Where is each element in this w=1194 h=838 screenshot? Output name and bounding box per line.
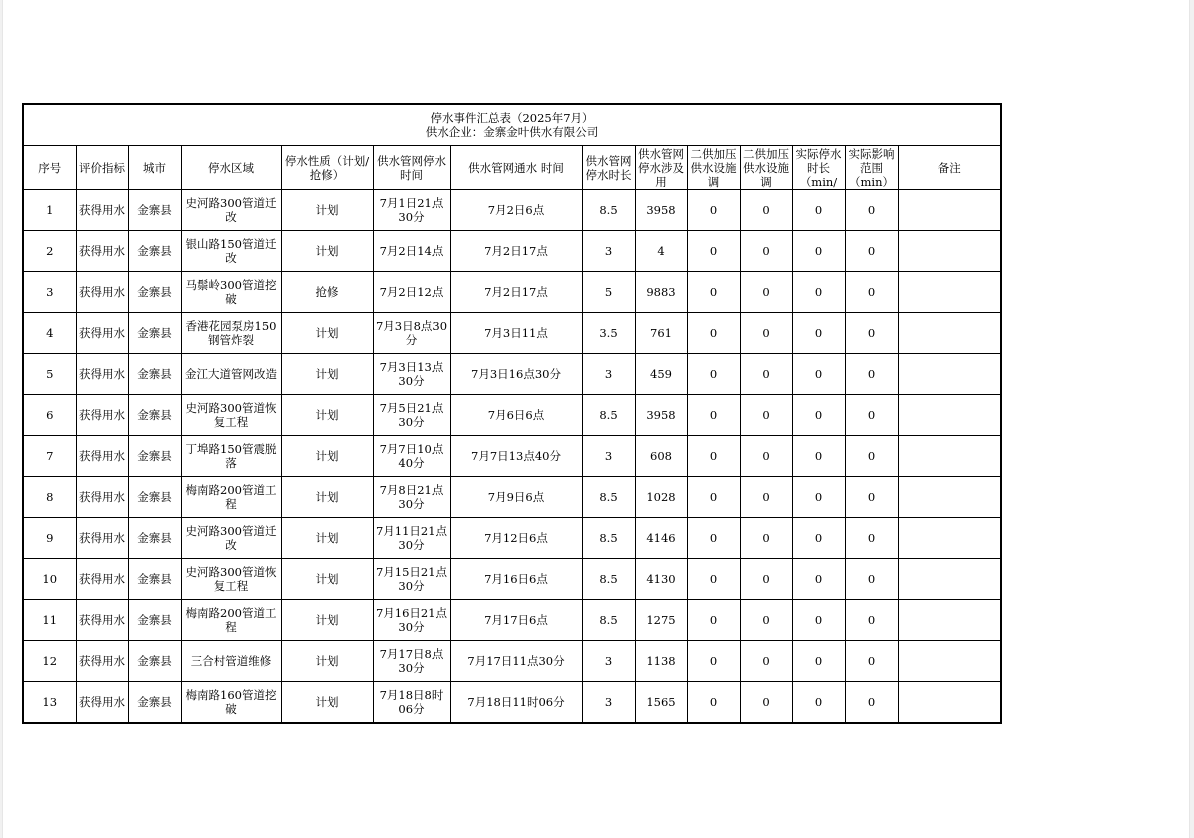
cell-stop-time: 7月5日21点30分 <box>373 395 450 436</box>
cell-city: 金寨县 <box>128 641 181 682</box>
cell-restore-time: 7月16日6点 <box>450 559 582 600</box>
cell-restore-time: 7月18日11时06分 <box>450 682 582 724</box>
table-row <box>23 477 1001 518</box>
cell-indicator: 获得用水 <box>76 518 128 559</box>
document-page <box>2 0 1190 838</box>
cell-stop-time: 7月8日21点30分 <box>373 477 450 518</box>
cell-secondary-supply-2: 0 <box>740 231 792 272</box>
cell-remarks <box>898 641 1001 682</box>
cell-restore-time: 7月3日11点 <box>450 313 582 354</box>
cell-remarks <box>898 354 1001 395</box>
cell-nature: 计划 <box>281 641 373 682</box>
cell-duration: 3 <box>582 354 635 395</box>
cell-area: 香港花园泵房150钢管炸裂 <box>181 313 281 354</box>
cell-nature: 计划 <box>281 190 373 231</box>
header-duration: 供水管网停水时长 <box>582 146 635 190</box>
cell-indicator: 获得用水 <box>76 313 128 354</box>
cell-area: 丁埠路150管震脱落 <box>181 436 281 477</box>
cell-secondary-supply-2: 0 <box>740 354 792 395</box>
cell-remarks <box>898 682 1001 724</box>
cell-secondary-supply-1: 0 <box>687 313 740 354</box>
cell-city: 金寨县 <box>128 190 181 231</box>
cell-actual-duration: 0 <box>792 559 845 600</box>
cell-duration: 3 <box>582 436 635 477</box>
cell-secondary-supply-2: 0 <box>740 600 792 641</box>
cell-city: 金寨县 <box>128 272 181 313</box>
cell-actual-scope: 0 <box>845 477 898 518</box>
cell-stop-time: 7月2日14点 <box>373 231 450 272</box>
cell-indicator: 获得用水 <box>76 190 128 231</box>
cell-affected-users: 608 <box>635 436 687 477</box>
cell-index: 3 <box>23 272 76 313</box>
cell-index: 1 <box>23 190 76 231</box>
cell-remarks <box>898 518 1001 559</box>
table-row <box>23 354 1001 395</box>
cell-secondary-supply-2: 0 <box>740 682 792 724</box>
cell-secondary-supply-2: 0 <box>740 518 792 559</box>
cell-area: 史河路300管道恢复工程 <box>181 395 281 436</box>
table-title-line2: 供水企业：金寨金叶供水有限公司 <box>425 125 599 139</box>
cell-affected-users: 4130 <box>635 559 687 600</box>
table-row <box>23 559 1001 600</box>
header-stop-time: 供水管网停水 时间 <box>373 146 450 190</box>
cell-remarks <box>898 231 1001 272</box>
cell-area: 三合村管道维修 <box>181 641 281 682</box>
cell-index: 10 <box>23 559 76 600</box>
cell-remarks <box>898 395 1001 436</box>
cell-actual-duration: 0 <box>792 518 845 559</box>
cell-remarks <box>898 313 1001 354</box>
cell-city: 金寨县 <box>128 559 181 600</box>
cell-remarks <box>898 190 1001 231</box>
cell-actual-duration: 0 <box>792 190 845 231</box>
cell-actual-scope: 0 <box>845 600 898 641</box>
cell-index: 8 <box>23 477 76 518</box>
cell-affected-users: 1275 <box>635 600 687 641</box>
cell-stop-time: 7月2日12点 <box>373 272 450 313</box>
cell-actual-scope: 0 <box>845 518 898 559</box>
cell-secondary-supply-1: 0 <box>687 477 740 518</box>
cell-restore-time: 7月17日11点30分 <box>450 641 582 682</box>
cell-secondary-supply-2: 0 <box>740 477 792 518</box>
table-row <box>23 518 1001 559</box>
cell-stop-time: 7月3日13点30分 <box>373 354 450 395</box>
cell-area: 梅南路160管道挖破 <box>181 682 281 724</box>
cell-duration: 5 <box>582 272 635 313</box>
cell-stop-time: 7月16日21点30分 <box>373 600 450 641</box>
cell-city: 金寨县 <box>128 600 181 641</box>
table-row <box>23 272 1001 313</box>
cell-duration: 8.5 <box>582 395 635 436</box>
cell-remarks <box>898 272 1001 313</box>
header-index: 序号 <box>23 146 76 190</box>
cell-city: 金寨县 <box>128 354 181 395</box>
cell-area: 梅南路200管道工程 <box>181 600 281 641</box>
cell-duration: 8.5 <box>582 600 635 641</box>
cell-nature: 计划 <box>281 354 373 395</box>
header-city: 城市 <box>128 146 181 190</box>
cell-remarks <box>898 477 1001 518</box>
cell-secondary-supply-2: 0 <box>740 641 792 682</box>
table-title-line1: 停水事件汇总表（2025年7月） <box>430 111 594 125</box>
cell-actual-scope: 0 <box>845 682 898 724</box>
cell-duration: 8.5 <box>582 190 635 231</box>
cell-index: 12 <box>23 641 76 682</box>
cell-stop-time: 7月7日10点40分 <box>373 436 450 477</box>
cell-actual-scope: 0 <box>845 354 898 395</box>
cell-index: 4 <box>23 313 76 354</box>
cell-secondary-supply-1: 0 <box>687 559 740 600</box>
cell-secondary-supply-1: 0 <box>687 641 740 682</box>
cell-area: 马鬃岭300管道挖破 <box>181 272 281 313</box>
table-row <box>23 231 1001 272</box>
cell-duration: 3 <box>582 231 635 272</box>
cell-indicator: 获得用水 <box>76 600 128 641</box>
cell-nature: 计划 <box>281 518 373 559</box>
cell-nature: 计划 <box>281 436 373 477</box>
cell-city: 金寨县 <box>128 477 181 518</box>
cell-area: 史河路300管道恢复工程 <box>181 559 281 600</box>
header-secondary-supply-1: 二供加压供水设施调 <box>687 146 740 190</box>
cell-actual-duration: 0 <box>792 354 845 395</box>
cell-affected-users: 1028 <box>635 477 687 518</box>
table-row <box>23 190 1001 231</box>
table-row <box>23 600 1001 641</box>
table-row <box>23 313 1001 354</box>
cell-city: 金寨县 <box>128 231 181 272</box>
cell-restore-time: 7月12日6点 <box>450 518 582 559</box>
cell-affected-users: 459 <box>635 354 687 395</box>
cell-actual-scope: 0 <box>845 313 898 354</box>
cell-actual-duration: 0 <box>792 231 845 272</box>
cell-restore-time: 7月3日16点30分 <box>450 354 582 395</box>
cell-remarks <box>898 436 1001 477</box>
header-remarks: 备注 <box>898 146 1001 190</box>
header-restore-time: 供水管网通水 时间 <box>450 146 582 190</box>
cell-actual-scope: 0 <box>845 272 898 313</box>
cell-stop-time: 7月15日21点30分 <box>373 559 450 600</box>
cell-affected-users: 3958 <box>635 190 687 231</box>
cell-city: 金寨县 <box>128 682 181 724</box>
header-secondary-supply-2: 二供加压供水设施调 <box>740 146 792 190</box>
cell-indicator: 获得用水 <box>76 477 128 518</box>
cell-index: 2 <box>23 231 76 272</box>
cell-secondary-supply-2: 0 <box>740 395 792 436</box>
cell-duration: 8.5 <box>582 518 635 559</box>
cell-affected-users: 1565 <box>635 682 687 724</box>
cell-affected-users: 761 <box>635 313 687 354</box>
cell-secondary-supply-1: 0 <box>687 395 740 436</box>
cell-area: 史河路300管道迁改 <box>181 190 281 231</box>
cell-indicator: 获得用水 <box>76 395 128 436</box>
table-row <box>23 682 1001 724</box>
cell-actual-duration: 0 <box>792 313 845 354</box>
cell-area: 银山路150管道迁改 <box>181 231 281 272</box>
outage-summary-table <box>22 103 1002 724</box>
cell-secondary-supply-1: 0 <box>687 518 740 559</box>
cell-stop-time: 7月17日8点30分 <box>373 641 450 682</box>
cell-nature: 计划 <box>281 313 373 354</box>
cell-actual-duration: 0 <box>792 395 845 436</box>
cell-city: 金寨县 <box>128 436 181 477</box>
cell-secondary-supply-1: 0 <box>687 436 740 477</box>
cell-restore-time: 7月2日6点 <box>450 190 582 231</box>
header-row <box>23 146 1001 190</box>
header-area: 停水区域 <box>181 146 281 190</box>
cell-actual-scope: 0 <box>845 231 898 272</box>
cell-restore-time: 7月17日6点 <box>450 600 582 641</box>
cell-actual-duration: 0 <box>792 641 845 682</box>
cell-index: 9 <box>23 518 76 559</box>
cell-actual-scope: 0 <box>845 436 898 477</box>
cell-duration: 3 <box>582 641 635 682</box>
header-actual-scope: 实际影响范围（min） <box>845 146 898 190</box>
cell-stop-time: 7月3日8点30分 <box>373 313 450 354</box>
cell-indicator: 获得用水 <box>76 641 128 682</box>
cell-nature: 计划 <box>281 600 373 641</box>
cell-nature: 计划 <box>281 559 373 600</box>
table-row <box>23 641 1001 682</box>
cell-secondary-supply-2: 0 <box>740 313 792 354</box>
cell-duration: 8.5 <box>582 559 635 600</box>
cell-city: 金寨县 <box>128 518 181 559</box>
cell-indicator: 获得用水 <box>76 559 128 600</box>
cell-indicator: 获得用水 <box>76 231 128 272</box>
cell-restore-time: 7月9日6点 <box>450 477 582 518</box>
cell-restore-time: 7月2日17点 <box>450 231 582 272</box>
cell-indicator: 获得用水 <box>76 272 128 313</box>
cell-affected-users: 3958 <box>635 395 687 436</box>
header-affected-users: 供水管网停水涉及用 <box>635 146 687 190</box>
cell-actual-duration: 0 <box>792 477 845 518</box>
cell-duration: 8.5 <box>582 477 635 518</box>
cell-index: 6 <box>23 395 76 436</box>
cell-nature: 计划 <box>281 477 373 518</box>
cell-restore-time: 7月6日6点 <box>450 395 582 436</box>
header-indicator: 评价指标 <box>76 146 128 190</box>
cell-actual-duration: 0 <box>792 272 845 313</box>
cell-remarks <box>898 600 1001 641</box>
cell-nature: 计划 <box>281 395 373 436</box>
table-row <box>23 436 1001 477</box>
cell-index: 5 <box>23 354 76 395</box>
table-row <box>23 395 1001 436</box>
cell-remarks <box>898 559 1001 600</box>
cell-secondary-supply-2: 0 <box>740 190 792 231</box>
cell-stop-time: 7月11日21点30分 <box>373 518 450 559</box>
cell-affected-users: 9883 <box>635 272 687 313</box>
cell-actual-scope: 0 <box>845 190 898 231</box>
cell-index: 13 <box>23 682 76 724</box>
cell-secondary-supply-1: 0 <box>687 272 740 313</box>
cell-restore-time: 7月7日13点40分 <box>450 436 582 477</box>
table-title <box>23 104 1001 146</box>
cell-actual-scope: 0 <box>845 395 898 436</box>
cell-secondary-supply-1: 0 <box>687 231 740 272</box>
cell-area: 史河路300管道迁改 <box>181 518 281 559</box>
cell-index: 7 <box>23 436 76 477</box>
cell-affected-users: 4146 <box>635 518 687 559</box>
cell-area: 梅南路200管道工程 <box>181 477 281 518</box>
cell-affected-users: 4 <box>635 231 687 272</box>
cell-nature: 抢修 <box>281 272 373 313</box>
cell-stop-time: 7月1日21点30分 <box>373 190 450 231</box>
title-row <box>23 104 1001 146</box>
cell-index: 11 <box>23 600 76 641</box>
cell-affected-users: 1138 <box>635 641 687 682</box>
cell-secondary-supply-1: 0 <box>687 354 740 395</box>
cell-secondary-supply-2: 0 <box>740 272 792 313</box>
cell-secondary-supply-1: 0 <box>687 682 740 724</box>
cell-nature: 计划 <box>281 231 373 272</box>
cell-indicator: 获得用水 <box>76 436 128 477</box>
cell-secondary-supply-2: 0 <box>740 559 792 600</box>
cell-actual-scope: 0 <box>845 641 898 682</box>
cell-nature: 计划 <box>281 682 373 724</box>
header-actual-duration: 实际停水时长（min/ <box>792 146 845 190</box>
cell-city: 金寨县 <box>128 395 181 436</box>
cell-restore-time: 7月2日17点 <box>450 272 582 313</box>
cell-secondary-supply-2: 0 <box>740 436 792 477</box>
header-nature: 停水性质（计划/抢修） <box>281 146 373 190</box>
cell-actual-duration: 0 <box>792 436 845 477</box>
cell-actual-duration: 0 <box>792 682 845 724</box>
cell-indicator: 获得用水 <box>76 682 128 724</box>
cell-area: 金江大道管网改造 <box>181 354 281 395</box>
cell-secondary-supply-1: 0 <box>687 190 740 231</box>
cell-actual-scope: 0 <box>845 559 898 600</box>
cell-secondary-supply-1: 0 <box>687 600 740 641</box>
cell-city: 金寨县 <box>128 313 181 354</box>
cell-duration: 3 <box>582 682 635 724</box>
cell-indicator: 获得用水 <box>76 354 128 395</box>
cell-stop-time: 7月18日8时06分 <box>373 682 450 724</box>
cell-actual-duration: 0 <box>792 600 845 641</box>
cell-duration: 3.5 <box>582 313 635 354</box>
